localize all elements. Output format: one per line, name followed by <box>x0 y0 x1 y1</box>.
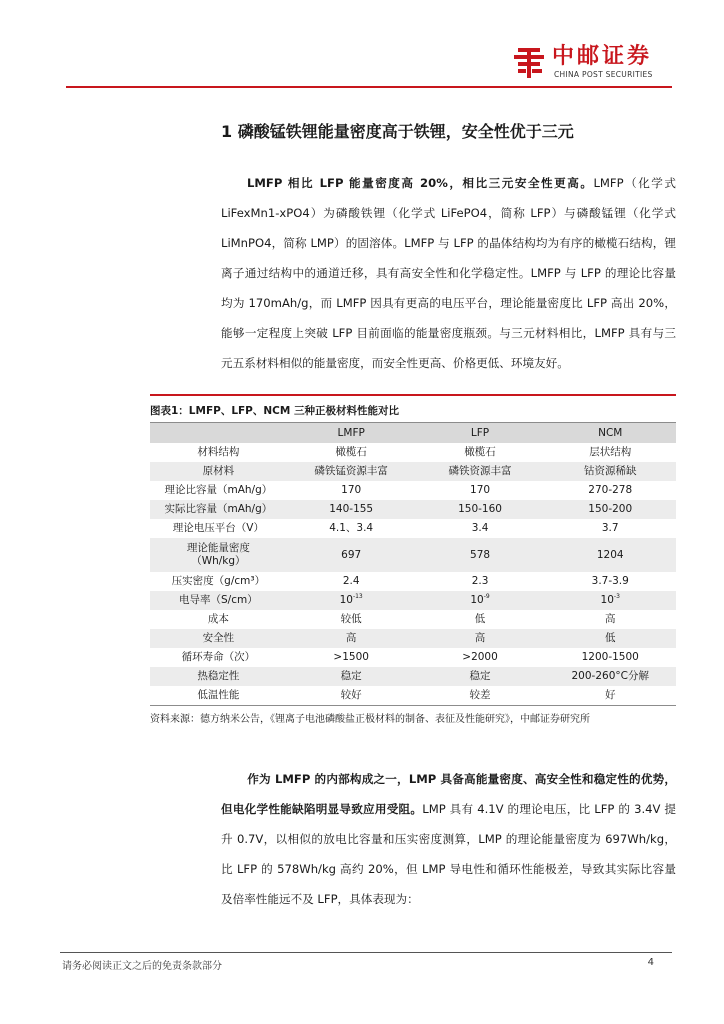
header-divider <box>66 86 672 88</box>
row-label-line: （Wh/kg） <box>191 555 246 567</box>
cell-ncm: 1200-1500 <box>581 651 639 663</box>
row-label: 原材料 <box>202 465 235 477</box>
row-label: 成本 <box>207 613 229 625</box>
disclaimer-note: 请务必阅读正文之后的免责条款部分 <box>62 961 222 972</box>
row-label: 循环寿命（次） <box>181 651 256 663</box>
table-row <box>150 629 676 648</box>
cell-ncm: 低 <box>604 632 616 644</box>
table-row <box>150 443 676 462</box>
cell-ncm: 270-278 <box>588 484 633 496</box>
cell-lmfp <box>287 591 416 610</box>
cell-lmfp: 140-155 <box>329 503 374 515</box>
table-header-cell: LFP <box>416 423 545 444</box>
conductivity-exponent: -9 <box>483 593 490 600</box>
row-label: 低温性能 <box>150 686 287 706</box>
cell-lmfp: 磷铁锰资源丰富 <box>314 465 388 477</box>
row-label: 压实密度（g/cm³） <box>171 575 266 587</box>
cell-ncm: 高 <box>604 613 616 625</box>
cell-lfp: 2.3 <box>471 575 489 587</box>
section-title: 1 磷酸锰铁锂能量密度高于铁锂，安全性优于三元 <box>221 122 574 141</box>
cell-lfp: 3.4 <box>471 522 489 534</box>
cell-lmfp: 高 <box>345 632 357 644</box>
brand-name-cn: 中邮证券 <box>552 44 653 69</box>
table-row <box>150 591 676 610</box>
row-label: 电导率（S/cm） <box>179 594 258 606</box>
cell-lmfp: 4.1、3.4 <box>329 522 374 534</box>
table-caption: 图表1：LMFP、LFP、NCM 三种正极材料性能对比 <box>150 405 399 417</box>
table-row <box>150 648 676 667</box>
table-row <box>150 519 676 538</box>
cell-lfp: 578 <box>470 548 491 561</box>
table-row <box>150 667 676 686</box>
comparison-table <box>150 422 676 706</box>
table-row <box>150 538 676 572</box>
table-row <box>150 572 676 591</box>
cell-ncm: 好 <box>544 686 676 706</box>
row-label-line: 理论能量密度 <box>186 542 250 554</box>
cell-lfp: 高 <box>474 632 486 644</box>
row-label: 材料结构 <box>197 446 240 458</box>
paragraph-body: LMFP（化学式 LiFexMn1-xPO4）为磷酸铁锂（化学式 LiFePO4，简称 LFP）与磷酸锰锂（化学式 LiMnPO4，简称 LMP）的固溶体。LMFP 与 LFP 的晶体结构均为有序的橄榄石结构，锂离子通过结构中的通道迁移，具有高安全性和化学稳定性。LMFP 与 LFP 的理论比容量均为 170mAh/g，而 LMFP 因具有更高的电压平台，理论能量密度比 LFP 高出 20%，能够一定程度上突破 LFP 目前面临的能量密度瓶颈。与三元材料相比，LMFP 具有与三元五系材料相似的能量密度，而安全性更高、价格更低、环境友好。 <box>221 176 677 370</box>
table-header-cell: NCM <box>544 423 676 444</box>
cell-lfp: 低 <box>474 613 486 625</box>
cell-lmfp: 较好 <box>287 686 416 706</box>
row-label: 理论比容量（mAh/g） <box>164 484 273 496</box>
brand-logo <box>512 44 672 82</box>
comparison-table-block <box>150 394 676 725</box>
cell-ncm: 150-200 <box>588 503 633 515</box>
table-row <box>150 686 676 706</box>
brand-name-en: CHINA POST SECURITIES <box>554 70 653 79</box>
table-row <box>150 500 676 519</box>
conductivity-exponent: -13 <box>352 593 363 600</box>
paragraph-body: LMP 具有 4.1V 的理论电压，比 LFP 的 3.4V 提升 0.7V，以相似的放电比容量和压实密度测算，LMP 的理论能量密度为 697Wh/kg，比 LFP 的 578Wh/kg 高约 20%，但 LMP 导电性和循环性能极差，导致其实际比容量及倍率性能远不及 LFP，具体表现为： <box>221 802 676 906</box>
table-row <box>150 610 676 629</box>
page-number: 4 <box>647 957 654 968</box>
cell-lmfp: >1500 <box>333 651 369 663</box>
table-row <box>150 462 676 481</box>
table-row <box>150 481 676 500</box>
cell-lfp: 150-160 <box>458 503 502 515</box>
conductivity-base: 10 <box>600 594 614 606</box>
paragraph-lead: LMFP 相比 LFP 能量密度高 20%，相比三元安全性更高。 <box>247 176 594 190</box>
cell-lfp <box>416 591 545 610</box>
cell-lmfp: 橄榄石 <box>335 446 367 458</box>
row-label <box>150 538 287 572</box>
china-post-emblem-icon <box>512 46 546 80</box>
cell-ncm: 3.7-3.9 <box>591 575 629 587</box>
cell-ncm: 3.7 <box>601 522 619 534</box>
row-label: 实际比容量（mAh/g） <box>164 503 273 515</box>
footer-divider <box>60 952 672 953</box>
cell-ncm: 钴资源稀缺 <box>583 465 637 477</box>
conductivity-base: 10 <box>470 594 484 606</box>
paragraph-lead: 作为 LMFP 的内部构成之一，LMP 具备高能量密度、高安全性和稳定性的优势，但电化学性能缺陷明显导致应用受阻。 <box>221 772 676 816</box>
cell-ncm: 层状结构 <box>589 446 632 458</box>
table-header-cell <box>150 423 287 444</box>
cell-lmfp: 697 <box>341 548 362 561</box>
table-header-cell: LMFP <box>287 423 416 444</box>
cell-ncm <box>544 591 676 610</box>
table-header-row <box>150 423 676 444</box>
row-label: 安全性 <box>202 632 235 644</box>
cell-lmfp: 较低 <box>340 613 362 625</box>
table-source: 资料来源：德方纳米公告，《锂离子电池磷酸盐正极材料的制备、表征及性能研究》，中邮证券研究所 <box>150 714 590 725</box>
cell-lmfp: 170 <box>341 484 362 496</box>
row-label: 热稳定性 <box>197 670 240 682</box>
cell-lfp: 170 <box>470 484 491 496</box>
cell-lfp: >2000 <box>462 651 498 663</box>
cell-lfp: 橄榄石 <box>464 446 496 458</box>
paragraph-lmp-analysis <box>221 764 676 914</box>
cell-lmfp: 稳定 <box>340 670 362 682</box>
cell-ncm: 1204 <box>596 548 624 561</box>
cell-lfp: 稳定 <box>469 670 491 682</box>
cell-lmfp: 2.4 <box>342 575 360 587</box>
conductivity-exponent: -3 <box>613 593 620 600</box>
conductivity-base: 10 <box>339 594 353 606</box>
row-label: 理论电压平台（V） <box>172 522 264 534</box>
paragraph-lmfp-overview <box>221 168 676 378</box>
cell-lfp: 较差 <box>416 686 545 706</box>
cell-ncm: 200-260°C分解 <box>571 670 649 682</box>
cell-lfp: 磷铁资源丰富 <box>448 465 512 477</box>
